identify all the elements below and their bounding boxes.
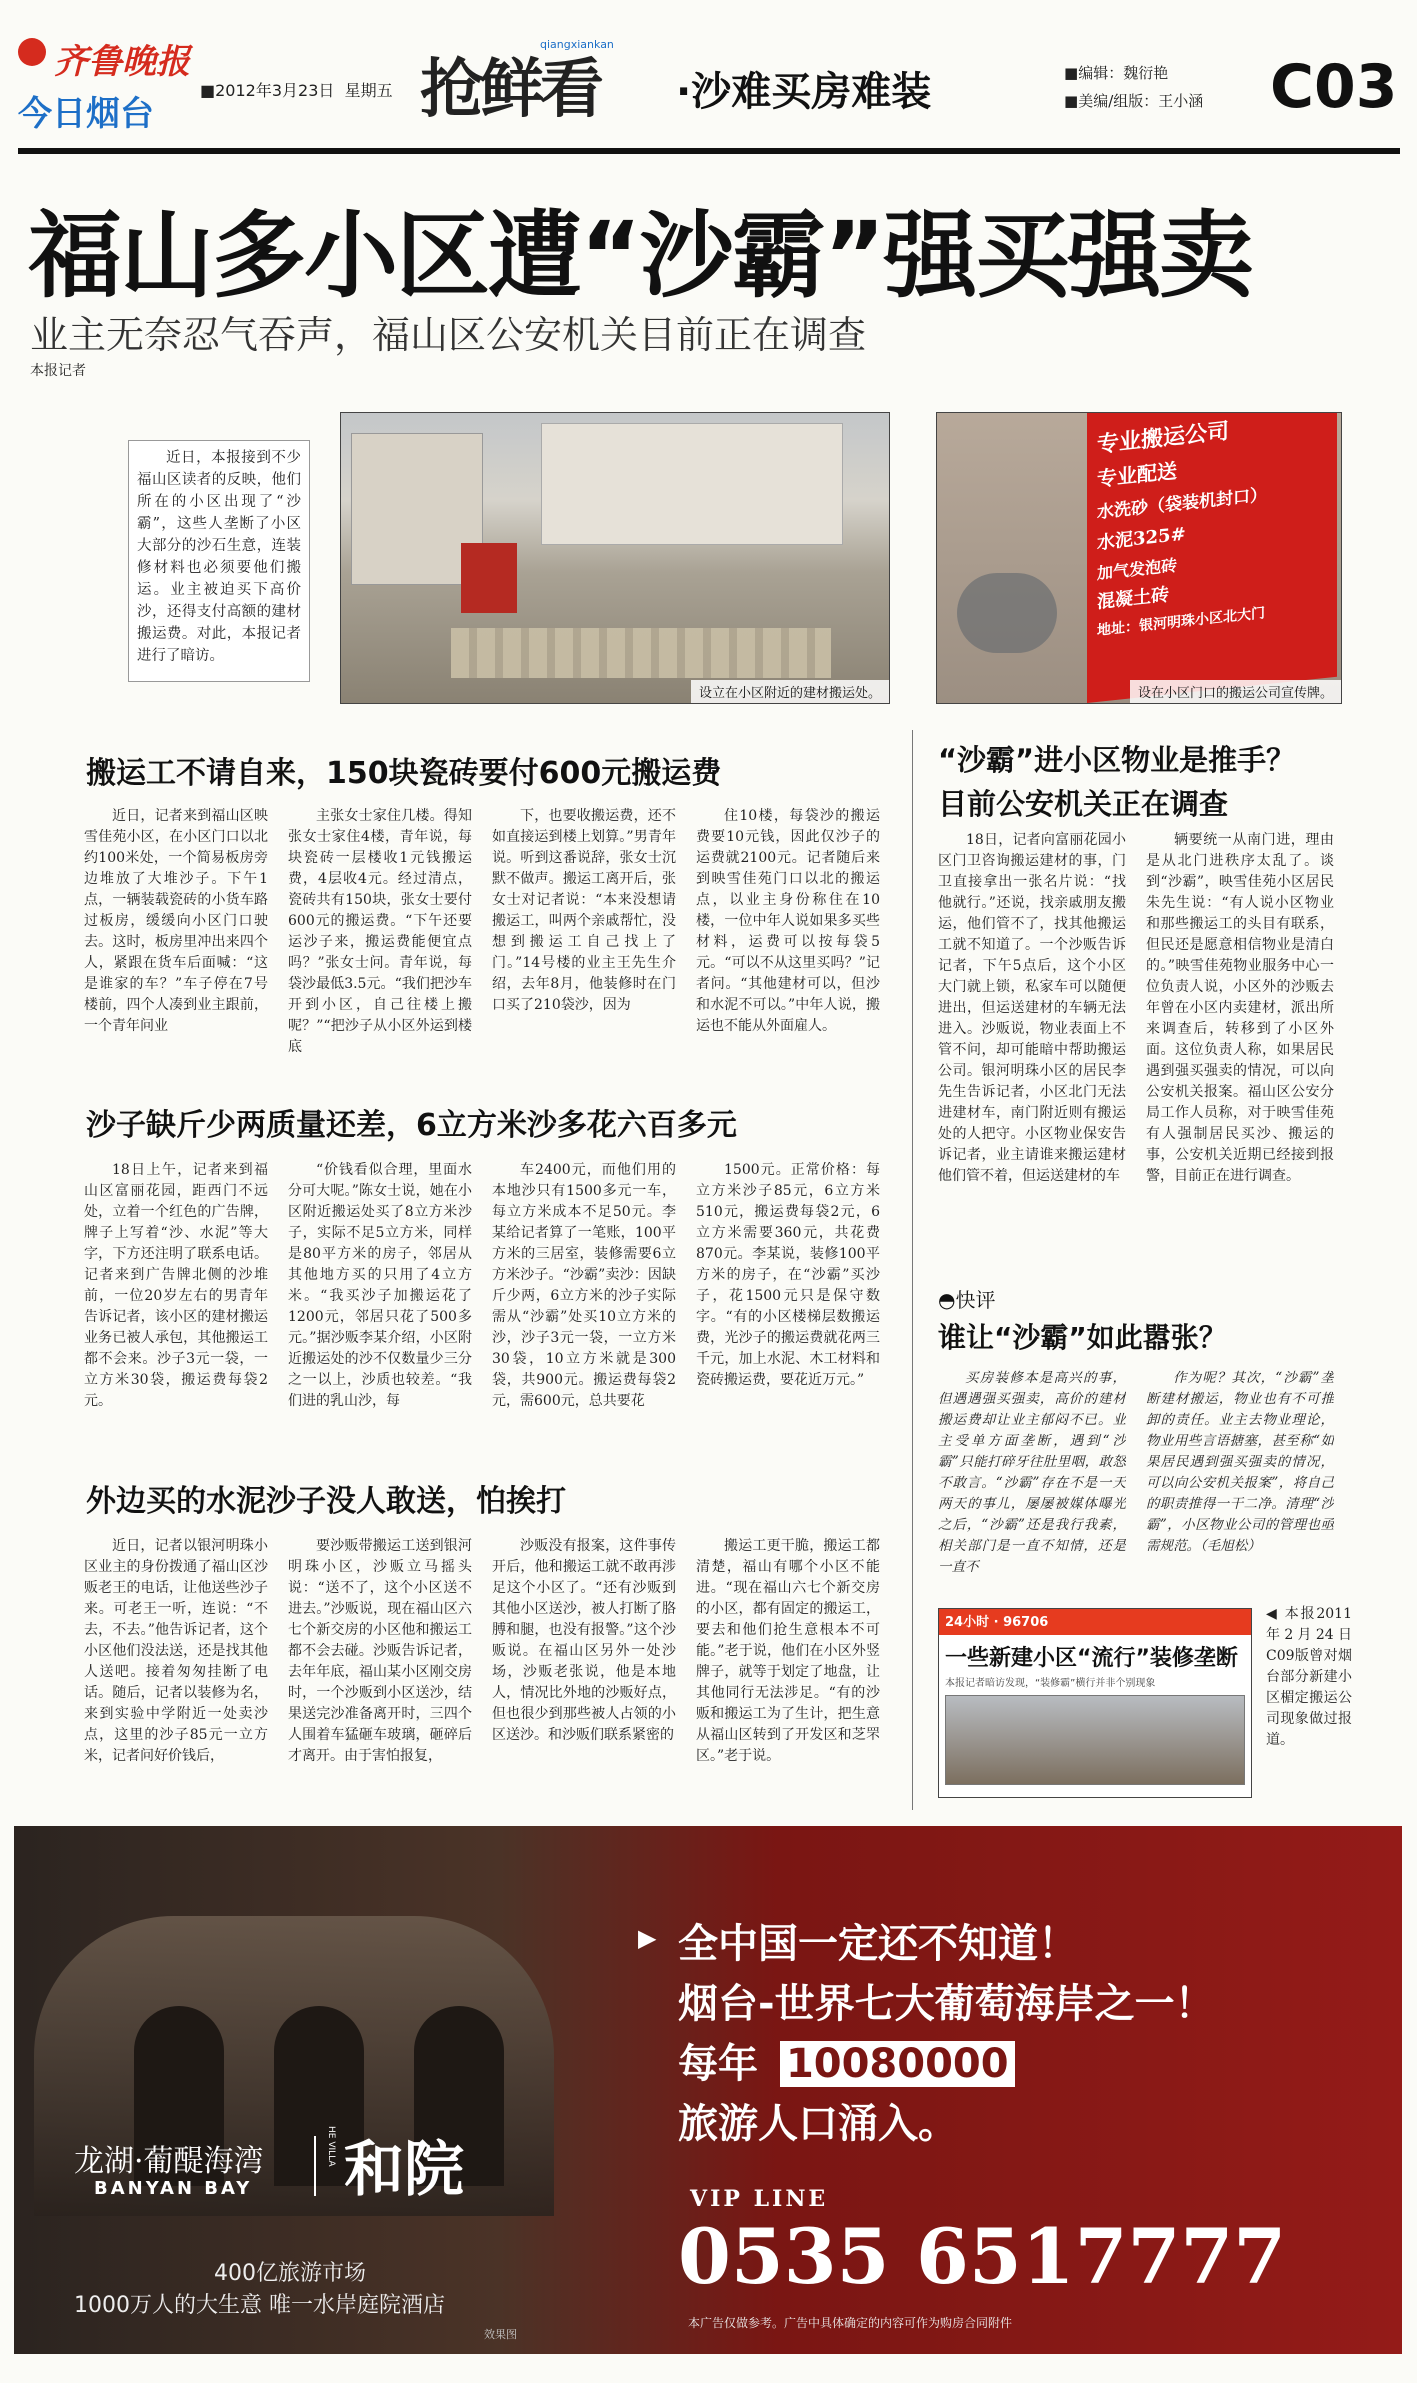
photo1-caption: 设立在小区附近的建材搬运处。 <box>691 680 889 703</box>
editor-credit: ■编辑：魏衍艳 <box>1064 64 1169 82</box>
column-logo: 抢鲜看 <box>420 52 600 127</box>
issue-date: ■2012年3月23日 星期五 <box>200 81 393 100</box>
section1-title: 搬运工不请自来，150块瓷砖要付600元搬运费 <box>86 756 722 791</box>
column-logo-pinyin: qiangxiankan <box>540 38 614 51</box>
section3-col: 近日，记者以银河明珠小区业主的身份拨通了福山区沙贩老王的电话，让他送些沙子来。可老王一听，连说：“不去，不去。”他告诉记者，这个小区他们没法送，还是找其他人送吧。接着匆匆挂断了电话。随后，记者以装修为名，来到实验中学附近一处卖沙点，这里的沙子85元一立方米，记者问好价钱后， <box>84 1538 268 1764</box>
ad-brand-name: 和院 <box>344 2135 464 2205</box>
section1-col: 近日，记者来到福山区映雪佳苑小区，在小区门口以北约100米处，一个简易板房旁边堆放了大堆沙子。下午1点，一辆装载瓷砖的小货车路过板房，缓缓向小区门口驶去。这时，板房里冲出来四个人，紧跟在货车后面喊：“这是谁家的车？”车子停在7号楼前，四个人凑到业主跟前，一个青年问业 <box>84 808 268 1034</box>
ad-disclaimer: 本广告仅做参考。广告中具体确定的内容可作为购房合同附件 <box>688 2316 1013 2330</box>
sidebar-title-line2: 目前公安机关正在调查 <box>938 787 1229 821</box>
subheadline: 业主无奈忍气吞声，福山区公安机关目前正在调查 <box>30 313 867 357</box>
sidebar-title-line1: “沙霸”进小区物业是推手？ <box>938 743 1296 777</box>
ref-arrow-icon: ◀ <box>1266 1606 1279 1622</box>
sign-line: 专业搬运公司 <box>1097 418 1230 458</box>
sidebar-title <box>938 738 1295 826</box>
section2-col: 18日上午，记者来到福山区富丽花园，距西门不远处，立着一个红色的广告牌，牌子上写着“沙、水泥”等大字，下方还注明了联系电话。记者来到广告牌北侧的沙堆前，一位20岁左右的男青年告诉记者，该小区的建材搬运业务已被人承包，其他搬运工都不会来。沙子3元一袋，一立方米30袋，搬运费每袋2元。 <box>84 1162 268 1409</box>
lead-box <box>128 440 310 682</box>
photo-motorbike <box>957 573 1057 653</box>
column-title: ·沙难买房难装 <box>676 69 932 115</box>
ad-slogan2: 1000万人的大生意 唯一水岸庭院酒店 <box>74 2293 445 2318</box>
ad-slogan1: 400亿旅游市场 <box>214 2261 366 2286</box>
section2-col: 车2400元，而他们用的本地沙只有1500多元一车，每立方米成本不足50元。李某给记者算了一笔账，100平方米的三居室，装修需要6立方米沙子。“沙霸”卖沙：因缺斤少两，6立方米的沙子实际需从“沙霸”处买10立方米的沙，沙子3元一袋，一立方米30袋，10立方米就是300袋，共900元。搬运费每袋2元，需600元，总共要花 <box>492 1162 676 1409</box>
sign-line: 专业配送 <box>1097 458 1177 491</box>
section2-col: “价钱看似合理，里面水分可大呢。”陈女士说，她在小区附近搬运处买了8立方米沙子，实际不足5立方米，同样是80平方米的房子，邻居从其他地方买的只用了4立方米。“我买沙子加搬运花了1200元，邻居只花了500多元。”据沙贩李某介绍，小区附近搬运处的沙不仅数量少三分之一以上，沙质也较差。“我们进的乳山沙，每 <box>288 1162 472 1409</box>
comment-tag: ◓快评 <box>938 1288 996 1312</box>
sidebar-col: 辆要统一从南门进，理由是从北门进秩序太乱了。谈到“沙霸”，映雪佳苑小区居民朱先生说：“有人说小区物业和那些搬运工的头目有联系，但民还是愿意相信物业是清白的。”映雪佳苑物业服务中心一位负责人说，小区外的沙贩去年曾在小区内卖建材，派出所来调查后，转移到了小区外面。这位负责人称，如果居民遇到强买强卖的情况，可以向公安机关报案。福山区公安分局工作人员称，对于映雪佳苑有人强制居民买沙、搬运的事，公安机关近期已经接到报警，目前正在进行调查。 <box>1146 832 1334 1184</box>
clip-strip: 24小时 · 96706 <box>939 1609 1251 1635</box>
ad-line2: 烟台-世界七大葡萄海岸之一！ <box>678 1981 1215 2027</box>
ad-line3: 每年 10080000 <box>678 2032 1015 2089</box>
photo-transport-site <box>340 412 890 704</box>
clip-note: 本报记者暗访发现，“装修霸”横行并非个别现象 <box>945 1678 1156 1689</box>
ad-visitor-count: 10080000 <box>780 2041 1015 2087</box>
photo2-caption: 设在小区门口的搬运公司宣传牌。 <box>1130 680 1341 703</box>
comment-title: 谁让“沙霸”如此嚣张？ <box>938 1321 1227 1354</box>
comment-col: 买房装修本是高兴的事，但遇遇强买强卖，高价的建材搬运费却让业主郁闷不已。业主受单方面垄断，遇到“沙霸”只能打碎牙往肚里咽，敢怒不敢言。“沙霸”存在不是一天两天的事儿，屡屡被媒体曝光之后，“沙霸”还是我行我素，相关部门是一直不知情，还是一直不 <box>938 1370 1126 1575</box>
sign-line: 水洗砂（袋装机封口） <box>1097 485 1267 523</box>
ad-vip-label: VIP LINE <box>690 2186 829 2212</box>
clip-photo <box>945 1695 1245 1785</box>
related-clip <box>938 1608 1252 1798</box>
ad-brand-en: BANYAN BAY <box>94 2178 253 2199</box>
ad-brand-cn: 龙湖·葡醍海湾 <box>74 2144 264 2179</box>
headline: 福山多小区遭“沙霸”强买强卖 <box>28 202 1252 311</box>
photo-sign-board <box>1087 412 1337 703</box>
photo-sand-bags <box>451 628 831 678</box>
sidebar-divider <box>912 730 913 1810</box>
masthead-rule <box>18 148 1400 154</box>
ad-img-note: 效果图 <box>484 2328 517 2341</box>
photo-company-sign <box>936 412 1342 704</box>
lead-text: 近日，本报接到不少福山区读者的反映，他们所在的小区出现了“沙霸”，这些人垄断了小区大部分的沙石生意，连装修材料也必须要他们搬运。业主被迫买下高价沙，还得支付高额的建材搬运费。对此，本报记者进行了暗访。 <box>137 450 301 664</box>
photo-red-sign <box>461 543 517 613</box>
section-name: 今日烟台 <box>18 94 154 134</box>
sign-line: 混凝土砖 <box>1097 584 1169 613</box>
ad-brand-tag: HE VILLA <box>326 2126 336 2167</box>
ad-line4: 旅游人口涌入。 <box>678 2101 958 2147</box>
ad-phone[interactable]: 0535 6517777 <box>678 2212 1287 2301</box>
sign-line: 水泥325# <box>1097 523 1186 554</box>
sidebar-col: 18日，记者向富丽花园小区门卫咨询搬运建材的事，门卫直接拿出一张名片说：“找他就行。”还说，找亲戚朋友搬运，他们管不了，找其他搬运工就不知道了。一个沙贩告诉记者，下午5点后，这个小区大门就上锁，私家车可以随便进出，但运送建材的车辆无法进入。沙贩说，物业表面上不管不问，却可能暗中帮助搬运公司。银河明珠小区的居民李先生告诉记者，小区北门无法进建材车，南门附近则有搬运处的人把守。小区物业保安告诉记者，业主请谁来搬运建材他们管不着，但运送建材的车 <box>938 832 1126 1184</box>
paper-name: 齐鲁晚报 <box>54 42 190 82</box>
section3-col: 要沙贩带搬运工送到银河明珠小区，沙贩立马摇头说：“送不了，这个小区送不进去。”沙贩说，现在福山区六七个新交房的小区他和搬运工都不会去碰。沙贩告诉记者，去年年底，福山某小区刚交房时，一个沙贩到小区送沙，结果送完沙准备离开时，三四个人围着车猛砸车玻璃，砸碎后才离开。由于害怕报复， <box>288 1538 472 1764</box>
section3-col: 沙贩没有报案，这件事传开后，他和搬运工就不敢再涉足这个小区了。“还有沙贩到其他小区送沙，被人打断了胳膊和腿，也没有报警。”这个沙贩说。在福山区另外一处沙场，沙贩老张说，他是本地人，情况比外地的沙贩好点，但也很少到那些被人占领的小区送沙。和沙贩们联系紧密的 <box>492 1538 676 1743</box>
paper-logo-icon <box>18 38 46 66</box>
section2-title: 沙子缺斤少两质量还差，6立方米沙多花六百多元 <box>86 1108 737 1143</box>
section1-col: 住10楼，每袋沙的搬运费要10元钱，因此仅沙子的运费就2100元。记者随后来到映雪佳苑门口以北的搬运点，以业主身份称住在10楼，一位中年人说如果多买些材料，运费可以按每袋5元。“可以不从这里买吗？”记者问。“其他建材可以，但沙和水泥不可以。”中年人说，搬运也不能从外面雇人。 <box>696 808 880 1034</box>
byline: 本报记者 <box>30 363 86 379</box>
section2-col: 1500元。正常价格：每立方米沙子85元，6立方米510元，搬运费每袋2元，6立方米需要360元，共花费870元。李某说，装修100平方米的房子，在“沙霸”买沙子，花1500元只是保守数字。“有的小区楼梯层数搬运费，光沙子的搬运费就花两三千元，加上水泥、木工材料和瓷砖搬运费，要花近万元。” <box>696 1162 880 1388</box>
designer-credit: ■美编/组版：王小涵 <box>1064 92 1204 110</box>
comment-col: 作为呢？其次，“沙霸”垄断建材搬运，物业也有不可推卸的责任。业主去物业理论，物业用些言语搪塞，甚至称“如果居民遇到强买强卖的情况，可以向公安机关报案”，将自己的职责推得一干二净。清理“沙霸”，小区物业公司的管理也亟需规范。（毛旭松） <box>1146 1370 1334 1554</box>
ad-bullet-icon: ▶ <box>638 1924 657 1952</box>
ad-banner <box>14 1826 1402 2354</box>
ref-note: ◀ 本报2011年2月24日C09版曾对烟台部分新建小区楣定搬运公司现象做过报道。 <box>1266 1606 1352 1748</box>
comment-tag-icon: ◓ <box>938 1288 956 1312</box>
ad-line1: 全中国一定还不知道！ <box>678 1921 1078 1967</box>
sign-line: 地址：银河明珠小区北大门 <box>1097 605 1265 639</box>
masthead <box>0 0 1417 150</box>
clip-title: 一些新建小区“流行”装修垄断 <box>945 1646 1238 1671</box>
ad-brand-divider <box>314 2136 316 2196</box>
photo-building <box>541 423 843 545</box>
page-code: C03 <box>1270 52 1398 122</box>
section3-title: 外边买的水泥沙子没人敢送，怕挨打 <box>86 1484 566 1519</box>
sign-line: 加气发泡砖 <box>1097 555 1178 583</box>
section3-col: 搬运工更干脆，搬运工都清楚，福山有哪个小区不能进。“现在福山六七个新交房的小区，都有固定的搬运工，要去和他们抢生意根本不可能。”老于说，他们在小区外竖牌子，就等于划定了地盘，让其他同行无法涉足。“有的沙贩和搬运工为了生计，把生意从福山区转到了开发区和芝罘区。”老于说。 <box>696 1538 880 1764</box>
section1-col: 下，也要收搬运费，还不如直接运到楼上划算。”男青年说。听到这番说辞，张女士沉默不做声。搬运工离开后，张女士对记者说：“本来没想请搬运工，叫两个亲戚帮忙，没想到搬运工自己找上了门。”14号楼的业主王先生介绍，去年8月，他装修时在门口买了210袋沙，因为 <box>492 808 676 1013</box>
section1-col: 主张女士家住几楼。得知张女士家住4楼，青年说，每块瓷砖一层楼收1元钱搬运费，4层收4元。经过清点，瓷砖共有150块，张女士要付600元的搬运费。“下午还要运沙子来，搬运费能便宜点吗？”张女士问。青年说，每袋沙最低3.5元。“我们把沙车开到小区，自己往楼上搬呢？”“把沙子从小区外运到楼底 <box>288 808 472 1055</box>
